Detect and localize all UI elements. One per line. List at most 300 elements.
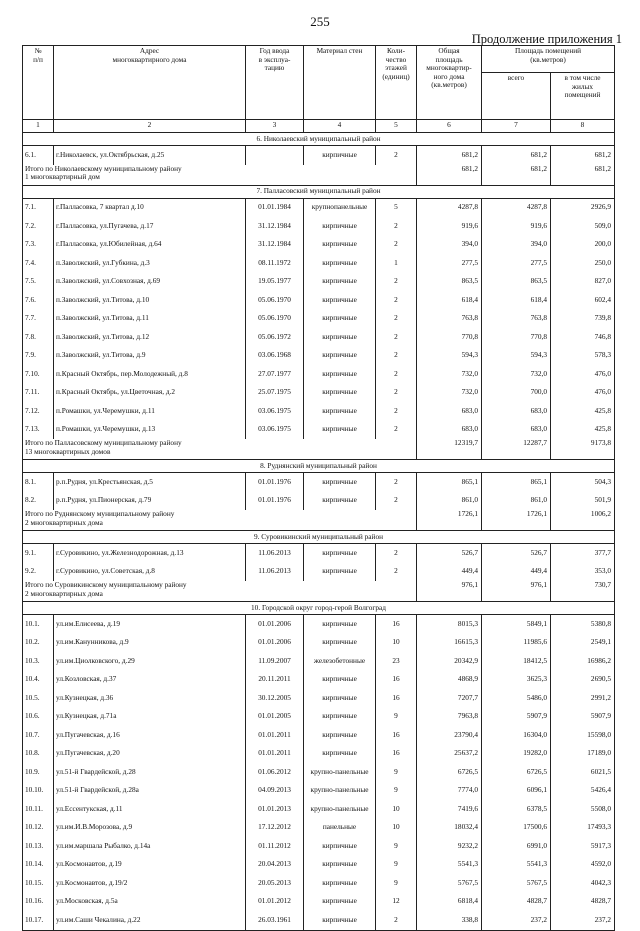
row-floors: 16 bbox=[376, 726, 417, 745]
row-material: кирпичные bbox=[304, 473, 376, 492]
row-total-area: 20342,9 bbox=[417, 652, 482, 671]
row-floors: 9 bbox=[376, 837, 417, 856]
row-number: 10.3. bbox=[23, 652, 54, 671]
table-row bbox=[23, 328, 615, 347]
row-total-area: 683,0 bbox=[417, 421, 482, 440]
row-material: крупно-панельные bbox=[304, 763, 376, 782]
row-floors: 2 bbox=[376, 384, 417, 403]
row-total-area: 861,0 bbox=[417, 492, 482, 511]
subtotal-label: Итого по Николаевскому муниципальному району 1 многоквартирный дом bbox=[23, 165, 417, 186]
table-row bbox=[23, 146, 615, 165]
row-premises-residential: 15598,0 bbox=[551, 726, 615, 745]
header-year: Год ввода в эксплуа- тацию bbox=[246, 46, 304, 120]
row-total-area: 25637,2 bbox=[417, 745, 482, 764]
row-address: п.Красный Октябрь, пер.Молодежный, д.8 bbox=[54, 365, 246, 384]
row-year: 01.01.1976 bbox=[246, 473, 304, 492]
subtotal-label: Итого по Палласовскому муниципальному району 13 многоквартирных домов bbox=[23, 439, 417, 460]
row-total-area: 976,1 bbox=[417, 581, 482, 602]
row-year: 05.06.1972 bbox=[246, 328, 304, 347]
row-premises-total: 17500,6 bbox=[482, 819, 551, 838]
row-floors: 2 bbox=[376, 347, 417, 366]
table-row bbox=[23, 473, 615, 492]
row-floors: 16 bbox=[376, 745, 417, 764]
row-floors: 2 bbox=[376, 911, 417, 930]
row-year: 03.06.1968 bbox=[246, 347, 304, 366]
row-premises-total: 6991,0 bbox=[482, 837, 551, 856]
row-floors: 16 bbox=[376, 671, 417, 690]
row-year: 11.06.2013 bbox=[246, 544, 304, 563]
row-premises-total: 5486,0 bbox=[482, 689, 551, 708]
row-year: 08.11.1972 bbox=[246, 254, 304, 273]
row-material: кирпичные bbox=[304, 544, 376, 563]
table-row bbox=[23, 402, 615, 421]
row-premises-total: 18412,5 bbox=[482, 652, 551, 671]
row-premises-total: 4828,7 bbox=[482, 893, 551, 912]
row-premises-total: 4287,8 bbox=[482, 198, 551, 217]
subtotal-label: Итого по Суровикинскому муниципальному району 2 многоквартирных дома bbox=[23, 581, 417, 602]
table-row bbox=[23, 911, 615, 930]
row-number: 10.14. bbox=[23, 856, 54, 875]
row-material: кирпичные bbox=[304, 689, 376, 708]
row-total-area: 5767,5 bbox=[417, 874, 482, 893]
row-address: п.Заволжский, ул.Совхозная, д.69 bbox=[54, 273, 246, 292]
row-address: р.п.Рудня, ул.Крестьянская, д.5 bbox=[54, 473, 246, 492]
row-address: ул.им.маршала Рыбалко, д.14а bbox=[54, 837, 246, 856]
row-address: п.Ромашки, ул.Черемушки, д.11 bbox=[54, 402, 246, 421]
housing-register-table bbox=[22, 45, 615, 931]
row-address: ул.Кузнецкая, д.36 bbox=[54, 689, 246, 708]
table-row bbox=[23, 365, 615, 384]
row-number: 8.1. bbox=[23, 473, 54, 492]
header-index: 5 bbox=[376, 120, 417, 133]
table-row bbox=[23, 726, 615, 745]
row-material: кирпичные bbox=[304, 236, 376, 255]
row-address: ул.Пугачевская, д.16 bbox=[54, 726, 246, 745]
row-premises-total: 700,0 bbox=[482, 384, 551, 403]
row-year: 20.11.2011 bbox=[246, 671, 304, 690]
table-row bbox=[23, 236, 615, 255]
row-total-area: 732,0 bbox=[417, 365, 482, 384]
row-number: 10.13. bbox=[23, 837, 54, 856]
row-number: 10.7. bbox=[23, 726, 54, 745]
row-premises-total: 1726,1 bbox=[482, 510, 551, 531]
row-number: 7.7. bbox=[23, 310, 54, 329]
row-floors: 2 bbox=[376, 328, 417, 347]
row-material: крупнопанельные bbox=[304, 198, 376, 217]
row-year: 01.01.2013 bbox=[246, 800, 304, 819]
row-address: ул.Козловская, д.37 bbox=[54, 671, 246, 690]
row-year: 31.12.1984 bbox=[246, 236, 304, 255]
row-year: 01.01.2012 bbox=[246, 893, 304, 912]
row-premises-residential: 9173,8 bbox=[551, 439, 615, 460]
row-premises-total: 5849,1 bbox=[482, 615, 551, 634]
header-premises-total: всего bbox=[482, 73, 551, 120]
row-floors: 12 bbox=[376, 893, 417, 912]
row-address: ул.им.Саши Чекалина, д.22 bbox=[54, 911, 246, 930]
row-premises-total: 919,6 bbox=[482, 217, 551, 236]
row-total-area: 770,8 bbox=[417, 328, 482, 347]
row-premises-residential: 6021,5 bbox=[551, 763, 615, 782]
row-year: 17.12.2012 bbox=[246, 819, 304, 838]
row-year: 03.06.1975 bbox=[246, 402, 304, 421]
row-address: ул.Кузнецкая, д.71а bbox=[54, 708, 246, 727]
row-year: 30.12.2005 bbox=[246, 689, 304, 708]
row-number: 10.2. bbox=[23, 634, 54, 653]
row-number: 7.1. bbox=[23, 198, 54, 217]
table-row bbox=[23, 652, 615, 671]
header-number: № п/п bbox=[23, 46, 54, 120]
row-premises-residential: 5426,4 bbox=[551, 782, 615, 801]
row-floors: 10 bbox=[376, 819, 417, 838]
row-floors: 16 bbox=[376, 615, 417, 634]
row-premises-residential: 2926,9 bbox=[551, 198, 615, 217]
row-floors: 9 bbox=[376, 874, 417, 893]
row-premises-total: 526,7 bbox=[482, 544, 551, 563]
row-premises-total: 12287,7 bbox=[482, 439, 551, 460]
row-premises-residential: 17189,0 bbox=[551, 745, 615, 764]
header-index: 1 bbox=[23, 120, 54, 133]
row-year: 05.06.1970 bbox=[246, 310, 304, 329]
row-number: 10.5. bbox=[23, 689, 54, 708]
row-year: 01.01.1984 bbox=[246, 198, 304, 217]
row-premises-residential: 602,4 bbox=[551, 291, 615, 310]
table-row bbox=[23, 763, 615, 782]
row-premises-residential: 2991,2 bbox=[551, 689, 615, 708]
row-total-area: 919,6 bbox=[417, 217, 482, 236]
row-material: кирпичные bbox=[304, 726, 376, 745]
row-material: кирпичные bbox=[304, 708, 376, 727]
row-number: 10.15. bbox=[23, 874, 54, 893]
row-premises-total: 618,4 bbox=[482, 291, 551, 310]
row-number: 10.17. bbox=[23, 911, 54, 930]
row-material: кирпичные bbox=[304, 421, 376, 440]
header-index: 8 bbox=[551, 120, 615, 133]
row-floors: 16 bbox=[376, 689, 417, 708]
row-material: кирпичные bbox=[304, 634, 376, 653]
row-premises-residential: 425,8 bbox=[551, 402, 615, 421]
row-year: 03.06.1975 bbox=[246, 421, 304, 440]
row-number: 10.4. bbox=[23, 671, 54, 690]
row-premises-residential: 2690,5 bbox=[551, 671, 615, 690]
row-material: кирпичные bbox=[304, 492, 376, 511]
header-index: 6 bbox=[417, 120, 482, 133]
row-address: г.Палласовка, 7 квартал д.10 bbox=[54, 198, 246, 217]
row-number: 10.10. bbox=[23, 782, 54, 801]
row-material: кирпичные bbox=[304, 893, 376, 912]
row-year: 01.01.2011 bbox=[246, 745, 304, 764]
row-total-area: 681,2 bbox=[417, 146, 482, 165]
row-floors: 2 bbox=[376, 365, 417, 384]
row-material: кирпичные bbox=[304, 671, 376, 690]
row-premises-total: 3625,3 bbox=[482, 671, 551, 690]
table-row bbox=[23, 745, 615, 764]
row-premises-residential: 5907,9 bbox=[551, 708, 615, 727]
row-material: кирпичные bbox=[304, 146, 376, 165]
row-total-area: 526,7 bbox=[417, 544, 482, 563]
row-premises-total: 5907,9 bbox=[482, 708, 551, 727]
row-year: 04.09.2013 bbox=[246, 782, 304, 801]
row-number: 10.1. bbox=[23, 615, 54, 634]
row-number: 7.11. bbox=[23, 384, 54, 403]
table-row bbox=[23, 671, 615, 690]
section-title: 8. Руднянский муниципальный район bbox=[23, 460, 615, 473]
row-material: кирпичные bbox=[304, 310, 376, 329]
row-total-area: 4287,8 bbox=[417, 198, 482, 217]
row-total-area: 12319,7 bbox=[417, 439, 482, 460]
row-address: г.Палласовка, ул.Пугачева, д.17 bbox=[54, 217, 246, 236]
row-premises-residential: 504,3 bbox=[551, 473, 615, 492]
row-floors: 2 bbox=[376, 310, 417, 329]
row-premises-residential: 827,0 bbox=[551, 273, 615, 292]
row-year bbox=[246, 146, 304, 165]
table-row bbox=[23, 384, 615, 403]
row-number: 6.1. bbox=[23, 146, 54, 165]
row-premises-residential: 1006,2 bbox=[551, 510, 615, 531]
row-premises-total: 683,0 bbox=[482, 402, 551, 421]
header-index: 2 bbox=[54, 120, 246, 133]
row-total-area: 18032,4 bbox=[417, 819, 482, 838]
row-address: п.Заволжский, ул.Титова, д.12 bbox=[54, 328, 246, 347]
row-premises-residential: 4828,7 bbox=[551, 893, 615, 912]
row-premises-residential: 501,9 bbox=[551, 492, 615, 511]
row-number: 10.9. bbox=[23, 763, 54, 782]
row-total-area: 394,0 bbox=[417, 236, 482, 255]
row-total-area: 594,3 bbox=[417, 347, 482, 366]
row-floors: 2 bbox=[376, 291, 417, 310]
table-row bbox=[23, 634, 615, 653]
subtotal-row bbox=[23, 439, 615, 460]
row-material: кирпичные bbox=[304, 745, 376, 764]
row-floors: 10 bbox=[376, 634, 417, 653]
row-year: 11.09.2007 bbox=[246, 652, 304, 671]
row-address: ул.Московская, д.5а bbox=[54, 893, 246, 912]
row-material: кирпичные bbox=[304, 328, 376, 347]
section-header-row bbox=[23, 460, 615, 473]
header-total-area: Общая площадь многоквартир- ного дома (кв.метров) bbox=[417, 46, 482, 120]
table-body bbox=[23, 133, 615, 931]
row-material: кирпичные bbox=[304, 911, 376, 930]
row-floors: 2 bbox=[376, 492, 417, 511]
row-number: 7.9. bbox=[23, 347, 54, 366]
section-header-row bbox=[23, 185, 615, 198]
section-title: 6. Николаевский муниципальный район bbox=[23, 133, 615, 146]
page-number: 255 bbox=[310, 14, 330, 29]
row-floors: 2 bbox=[376, 402, 417, 421]
table-row bbox=[23, 615, 615, 634]
row-premises-total: 5541,3 bbox=[482, 856, 551, 875]
row-floors: 9 bbox=[376, 856, 417, 875]
table-row bbox=[23, 874, 615, 893]
subtotal-row bbox=[23, 165, 615, 186]
row-floors: 2 bbox=[376, 236, 417, 255]
section-title: 10. Городской округ город-герой Волгоград bbox=[23, 602, 615, 615]
row-floors: 23 bbox=[376, 652, 417, 671]
table-row bbox=[23, 273, 615, 292]
row-premises-total: 865,1 bbox=[482, 473, 551, 492]
row-floors: 5 bbox=[376, 198, 417, 217]
row-premises-residential: 4592,0 bbox=[551, 856, 615, 875]
row-premises-total: 861,0 bbox=[482, 492, 551, 511]
row-premises-total: 594,3 bbox=[482, 347, 551, 366]
subtotal-label: Итого по Руднянскому муниципальному району 2 многоквартирных дома bbox=[23, 510, 417, 531]
row-premises-residential: 250,0 bbox=[551, 254, 615, 273]
header-address: Адрес многоквартирного дома bbox=[54, 46, 246, 120]
row-premises-residential: 681,2 bbox=[551, 165, 615, 186]
table-row bbox=[23, 893, 615, 912]
row-number: 7.10. bbox=[23, 365, 54, 384]
row-premises-total: 277,5 bbox=[482, 254, 551, 273]
row-year: 01.01.2011 bbox=[246, 726, 304, 745]
row-total-area: 16615,3 bbox=[417, 634, 482, 653]
row-address: ул.им.Канунникова, д.9 bbox=[54, 634, 246, 653]
row-year: 20.05.2013 bbox=[246, 874, 304, 893]
header-premises-area: Площадь помещений (кв.метров) bbox=[482, 46, 615, 73]
row-material: кирпичные bbox=[304, 856, 376, 875]
row-premises-residential: 4042,3 bbox=[551, 874, 615, 893]
row-number: 10.16. bbox=[23, 893, 54, 912]
row-premises-residential: 5917,3 bbox=[551, 837, 615, 856]
row-premises-residential: 237,2 bbox=[551, 911, 615, 930]
section-header-row bbox=[23, 133, 615, 146]
row-address: г.Палласовка, ул.Юбилейная, д.64 bbox=[54, 236, 246, 255]
table-row bbox=[23, 837, 615, 856]
row-address: ул.им.Елисеева, д.19 bbox=[54, 615, 246, 634]
row-premises-residential: 746,8 bbox=[551, 328, 615, 347]
section-header-row bbox=[23, 531, 615, 544]
continuation-title: Продолжение приложения 1 bbox=[471, 32, 622, 46]
table-row bbox=[23, 563, 615, 582]
row-total-area: 7419,6 bbox=[417, 800, 482, 819]
subtotal-row bbox=[23, 510, 615, 531]
row-material: кирпичные bbox=[304, 273, 376, 292]
table-row bbox=[23, 254, 615, 273]
row-floors: 9 bbox=[376, 763, 417, 782]
row-year: 26.03.1961 bbox=[246, 911, 304, 930]
row-material: кирпичные bbox=[304, 384, 376, 403]
row-premises-residential: 425,8 bbox=[551, 421, 615, 440]
row-address: ул.Космонавтов, д.19 bbox=[54, 856, 246, 875]
row-total-area: 4868,9 bbox=[417, 671, 482, 690]
header-premises-residential: в том числе жилых помещений bbox=[551, 73, 615, 120]
row-address: р.п.Рудня, ул.Пионерская, д.79 bbox=[54, 492, 246, 511]
row-premises-residential: 681,2 bbox=[551, 146, 615, 165]
row-number: 7.12. bbox=[23, 402, 54, 421]
row-material: крупно-панельные bbox=[304, 800, 376, 819]
row-address: ул.им.Циолковского, д.29 bbox=[54, 652, 246, 671]
row-premises-residential: 476,0 bbox=[551, 365, 615, 384]
row-premises-total: 19282,0 bbox=[482, 745, 551, 764]
row-material: железобетонные bbox=[304, 652, 376, 671]
row-premises-residential: 476,0 bbox=[551, 384, 615, 403]
row-address: п.Заволжский, ул.Титова, д.11 bbox=[54, 310, 246, 329]
row-year: 05.06.1970 bbox=[246, 291, 304, 310]
row-number: 9.1. bbox=[23, 544, 54, 563]
table-row bbox=[23, 782, 615, 801]
row-premises-total: 683,0 bbox=[482, 421, 551, 440]
row-number: 7.3. bbox=[23, 236, 54, 255]
row-material: панельные bbox=[304, 819, 376, 838]
row-address: г.Николаевск, ул.Октябрьская, д.25 bbox=[54, 146, 246, 165]
row-total-area: 1726,1 bbox=[417, 510, 482, 531]
row-year: 01.01.1976 bbox=[246, 492, 304, 511]
row-premises-residential: 2549,1 bbox=[551, 634, 615, 653]
table-row bbox=[23, 492, 615, 511]
row-year: 01.11.2012 bbox=[246, 837, 304, 856]
row-address: ул.51-й Гвардейской, д.28а bbox=[54, 782, 246, 801]
header-material: Материал стен bbox=[304, 46, 376, 120]
row-floors: 9 bbox=[376, 708, 417, 727]
row-number: 10.12. bbox=[23, 819, 54, 838]
row-number: 7.4. bbox=[23, 254, 54, 273]
row-floors: 9 bbox=[376, 782, 417, 801]
row-number: 7.5. bbox=[23, 273, 54, 292]
row-material: кирпичные bbox=[304, 291, 376, 310]
table-row bbox=[23, 291, 615, 310]
header-index: 3 bbox=[246, 120, 304, 133]
row-address: п.Ромашки, ул.Черемушки, д.13 bbox=[54, 421, 246, 440]
row-premises-residential: 5508,0 bbox=[551, 800, 615, 819]
row-number: 10.6. bbox=[23, 708, 54, 727]
row-total-area: 681,2 bbox=[417, 165, 482, 186]
row-total-area: 23790,4 bbox=[417, 726, 482, 745]
table-row bbox=[23, 421, 615, 440]
row-floors: 2 bbox=[376, 421, 417, 440]
table-row bbox=[23, 708, 615, 727]
row-premises-residential: 200,0 bbox=[551, 236, 615, 255]
row-number: 7.13. bbox=[23, 421, 54, 440]
row-address: п.Красный Октябрь, ул.Цветочная, д.2 bbox=[54, 384, 246, 403]
row-total-area: 7207,7 bbox=[417, 689, 482, 708]
row-total-area: 5541,3 bbox=[417, 856, 482, 875]
row-year: 11.06.2013 bbox=[246, 563, 304, 582]
row-premises-residential: 16986,2 bbox=[551, 652, 615, 671]
row-floors: 10 bbox=[376, 800, 417, 819]
row-total-area: 732,0 bbox=[417, 384, 482, 403]
row-material: кирпичные bbox=[304, 837, 376, 856]
row-year: 20.04.2013 bbox=[246, 856, 304, 875]
table-row bbox=[23, 856, 615, 875]
row-address: п.Заволжский, ул.Титова, д.9 bbox=[54, 347, 246, 366]
row-floors: 2 bbox=[376, 146, 417, 165]
row-year: 01.01.2006 bbox=[246, 634, 304, 653]
row-address: ул.Ессентукская, д.11 bbox=[54, 800, 246, 819]
row-address: п.Заволжский, ул.Губкина, д.3 bbox=[54, 254, 246, 273]
table-row bbox=[23, 544, 615, 563]
row-premises-residential: 377,7 bbox=[551, 544, 615, 563]
row-premises-total: 770,8 bbox=[482, 328, 551, 347]
row-floors: 2 bbox=[376, 217, 417, 236]
row-total-area: 618,4 bbox=[417, 291, 482, 310]
subtotal-row bbox=[23, 581, 615, 602]
row-material: кирпичные bbox=[304, 615, 376, 634]
row-total-area: 863,5 bbox=[417, 273, 482, 292]
row-premises-residential: 730,7 bbox=[551, 581, 615, 602]
row-material: кирпичные bbox=[304, 217, 376, 236]
row-floors: 2 bbox=[376, 273, 417, 292]
row-year: 01.06.2012 bbox=[246, 763, 304, 782]
row-year: 27.07.1977 bbox=[246, 365, 304, 384]
row-address: г.Суровикино, ул.Советская, д.8 bbox=[54, 563, 246, 582]
row-premises-total: 11985,6 bbox=[482, 634, 551, 653]
row-address: ул.им.И.В.Морозова, д.9 bbox=[54, 819, 246, 838]
row-premises-total: 449,4 bbox=[482, 563, 551, 582]
row-premises-total: 6096,1 bbox=[482, 782, 551, 801]
row-number: 7.8. bbox=[23, 328, 54, 347]
row-premises-total: 6378,5 bbox=[482, 800, 551, 819]
row-number: 10.8. bbox=[23, 745, 54, 764]
row-year: 31.12.1984 bbox=[246, 217, 304, 236]
row-year: 01.01.2006 bbox=[246, 615, 304, 634]
